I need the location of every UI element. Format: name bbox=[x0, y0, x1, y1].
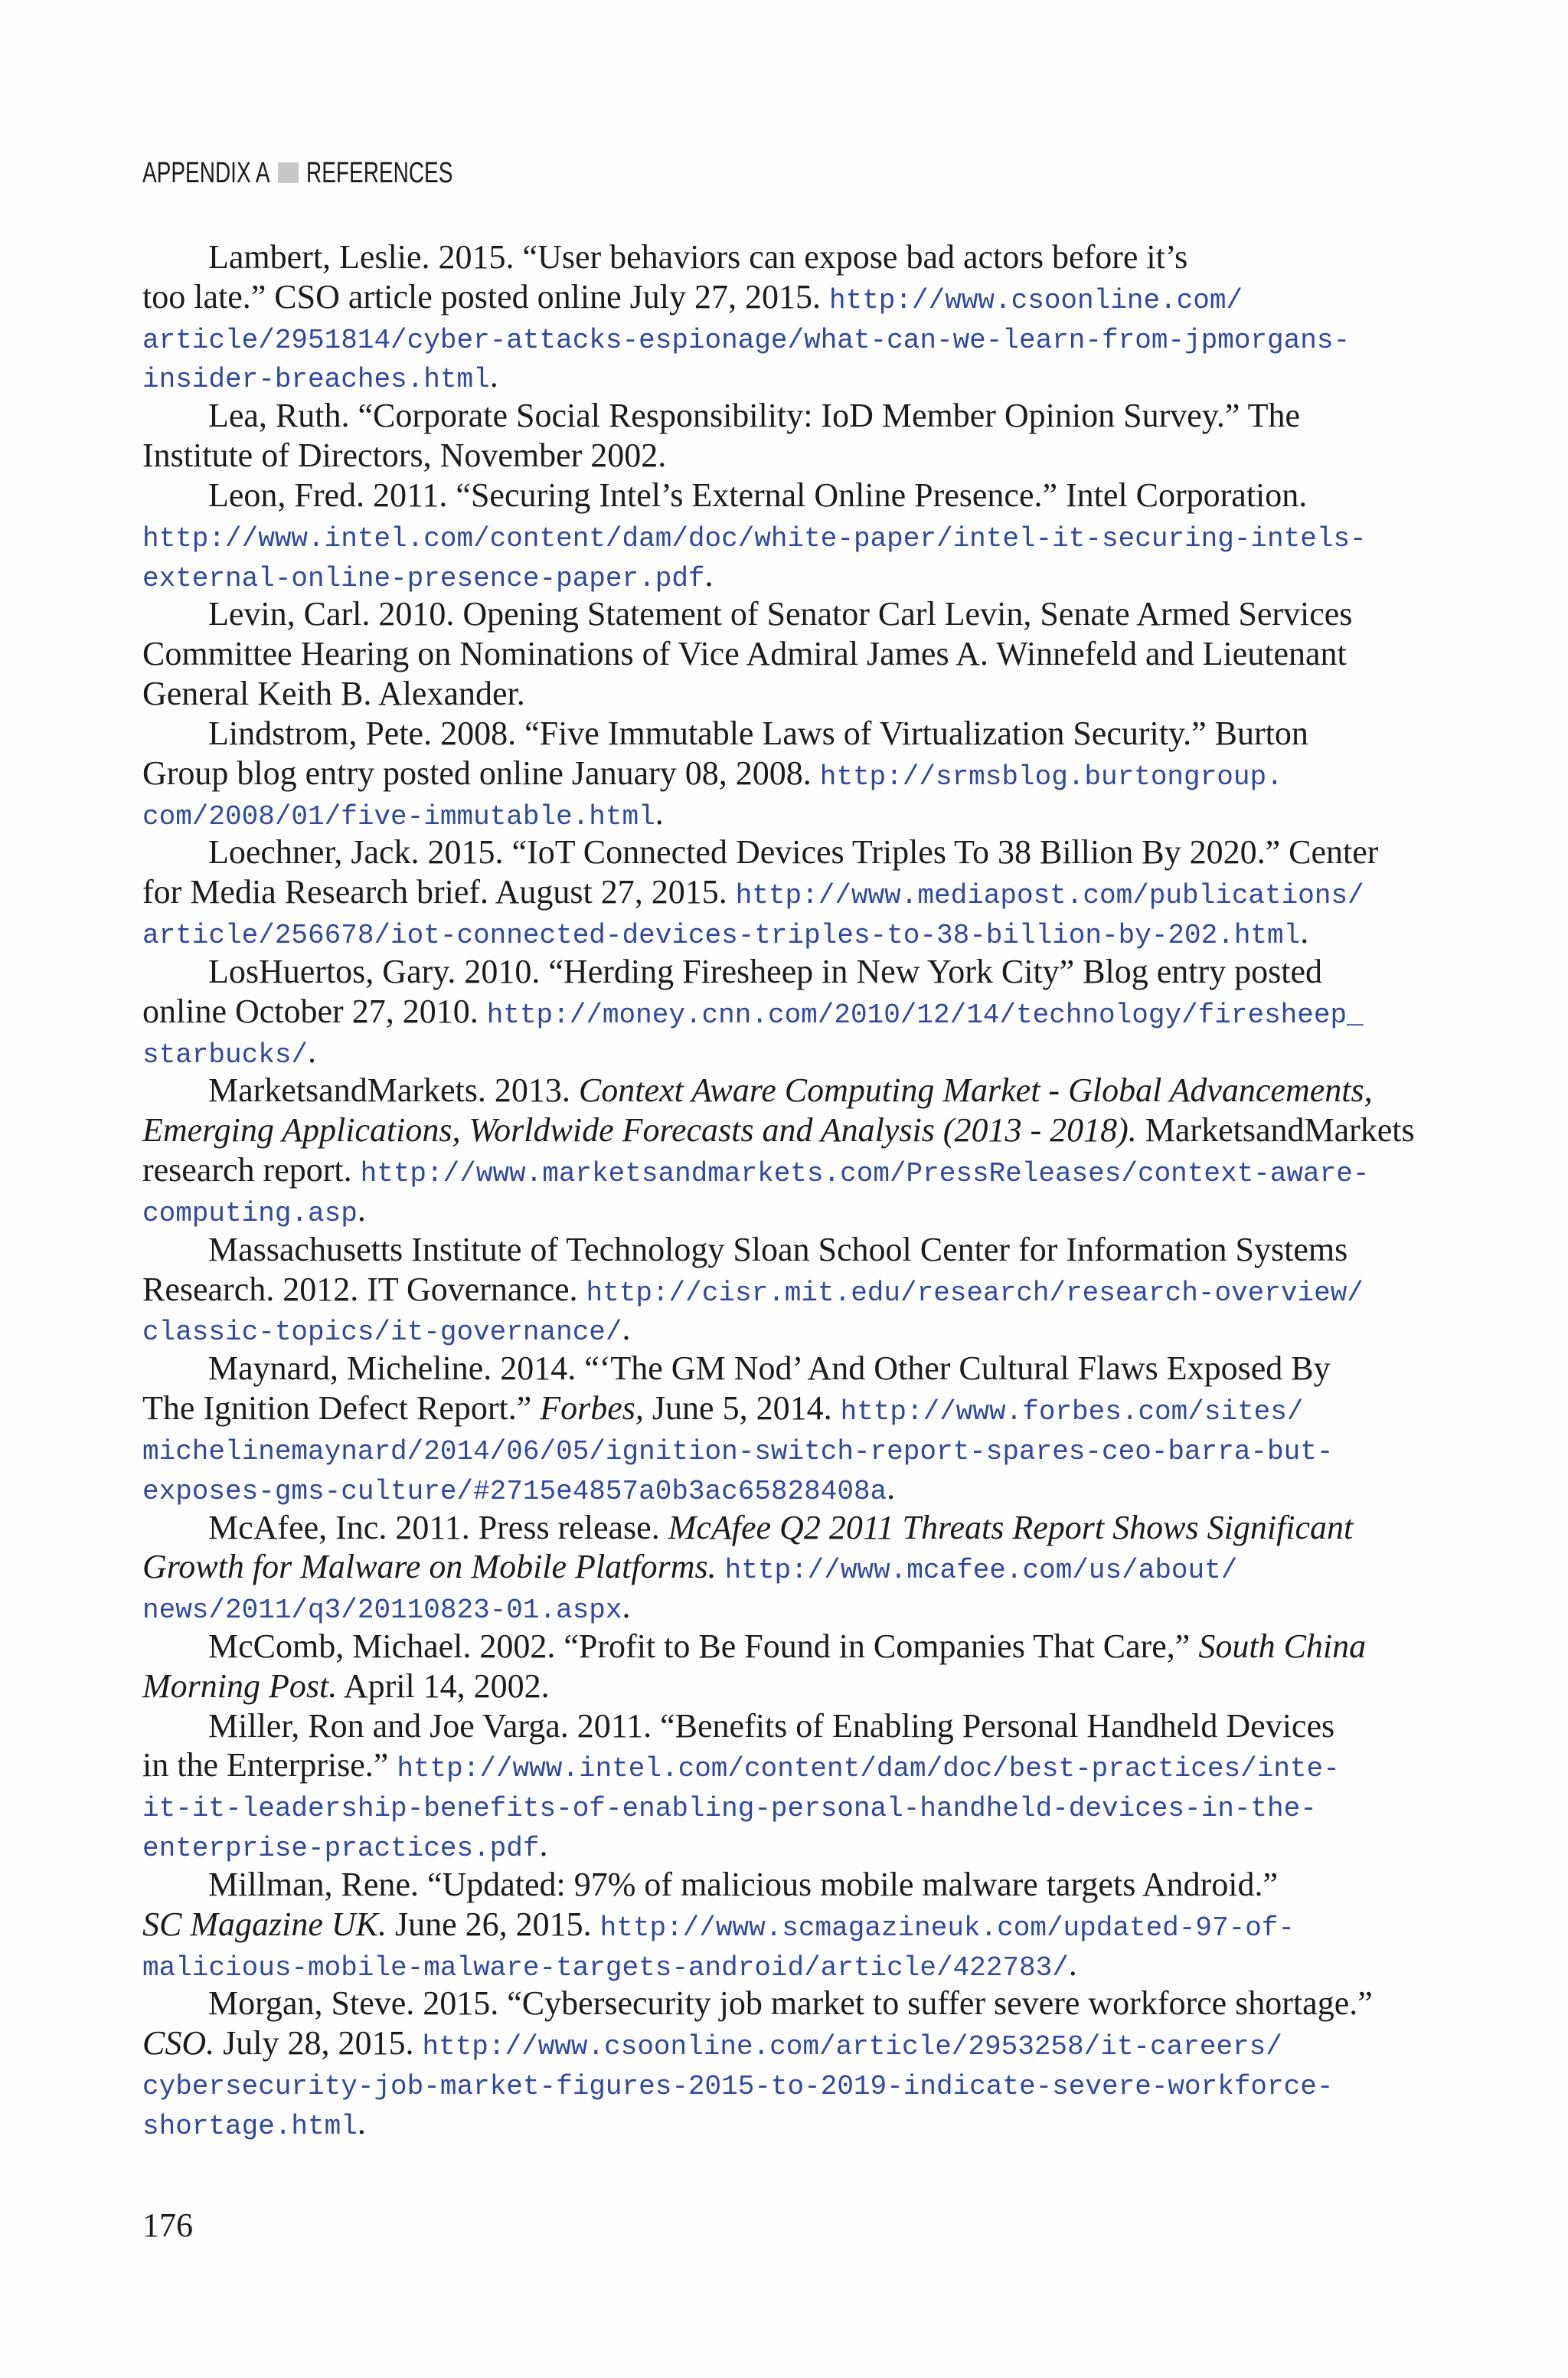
reference-line bbox=[142, 396, 1459, 436]
running-header-separator-square bbox=[278, 162, 299, 183]
reference-url[interactable]: http://www.scmagazineuk.com/updated-97-of- bbox=[599, 1912, 1295, 1944]
reference-line bbox=[142, 1825, 1459, 1865]
reference-line bbox=[142, 1428, 1459, 1468]
reference-text: . bbox=[1068, 1945, 1077, 1983]
reference-text: Massachusetts Institute of Technology Sloan School Center for Information Systems bbox=[208, 1230, 1348, 1268]
reference-line bbox=[142, 1389, 1459, 1428]
reference-text: June 26, 2015. bbox=[387, 1905, 600, 1943]
reference-line bbox=[142, 1309, 1459, 1349]
reference-line bbox=[142, 2103, 1459, 2143]
reference-url[interactable]: enterprise-practices.pdf bbox=[142, 1833, 540, 1865]
reference-line bbox=[142, 1547, 1459, 1587]
reference-text: Lambert, Leslie. 2015. “User behaviors can expose bad actors before it’s bbox=[208, 238, 1188, 276]
reference-url[interactable]: cybersecurity-job-market-figures-2015-to-2019-indicate-severe-workforce- bbox=[142, 2071, 1334, 2103]
reference-italic-title: Context Aware Computing Market - Global Advancements, bbox=[578, 1071, 1373, 1110]
reference-entry bbox=[142, 714, 1459, 832]
reference-line bbox=[142, 1508, 1459, 1548]
reference-url[interactable]: http://www.marketsandmarkets.com/PressReleases/context-aware- bbox=[360, 1158, 1370, 1190]
reference-text: Lea, Ruth. “Corporate Social Responsibility: IoD Member Opinion Survey.” The bbox=[208, 397, 1301, 435]
reference-text: Lindstrom, Pete. 2008. “Five Immutable Laws of Virtualization Security.” Burton bbox=[208, 714, 1308, 752]
reference-text: in the Enterprise.” bbox=[142, 1746, 397, 1784]
reference-line bbox=[142, 1032, 1459, 1071]
reference-text: June 5, 2014. bbox=[643, 1389, 841, 1428]
reference-line bbox=[142, 793, 1459, 833]
reference-url[interactable]: article/256678/iot-connected-devices-triples-to-38-billion-by-202.html bbox=[142, 920, 1301, 952]
reference-text: . bbox=[622, 1588, 631, 1626]
reference-line bbox=[142, 1270, 1459, 1310]
reference-url[interactable]: http://srmsblog.burtongroup. bbox=[819, 761, 1283, 793]
reference-line bbox=[142, 555, 1459, 595]
reference-text: Leon, Fred. 2011. “Securing Intel’s External Online Presence.” Intel Corporation. bbox=[208, 476, 1308, 514]
reference-italic-title: SC Magazine UK. bbox=[142, 1905, 387, 1943]
reference-url[interactable]: http://www.mediapost.com/publications/ bbox=[735, 880, 1364, 912]
reference-italic-title: South China bbox=[1198, 1627, 1367, 1665]
reference-text: research report. bbox=[142, 1151, 361, 1189]
reference-entry bbox=[142, 1627, 1459, 1706]
reference-italic-title: Morning Post. bbox=[142, 1667, 338, 1705]
running-header-title: REFERENCES bbox=[306, 157, 453, 189]
reference-text: April 14, 2002. bbox=[337, 1667, 550, 1705]
reference-line bbox=[142, 515, 1459, 555]
reference-text: MarketsandMarkets bbox=[1136, 1111, 1415, 1150]
reference-url[interactable]: http://www.csoonline.com/ bbox=[828, 284, 1243, 316]
reference-line bbox=[142, 872, 1459, 912]
reference-url[interactable]: http://www.mcafee.com/us/about/ bbox=[724, 1555, 1238, 1587]
reference-text: Millman, Rene. “Updated: 97% of malicious mobile malware targets Android.” bbox=[208, 1865, 1279, 1903]
reference-text: MarketsandMarkets. 2013. bbox=[208, 1071, 579, 1110]
reference-line bbox=[142, 1230, 1459, 1270]
reference-line bbox=[142, 317, 1459, 357]
reference-text: Committee Hearing on Nominations of Vice Admiral James A. Winnefeld and Lieutenant bbox=[142, 635, 1347, 673]
reference-line bbox=[142, 1071, 1459, 1110]
reference-text: for Media Research brief. August 27, 2015. bbox=[142, 873, 736, 911]
reference-url[interactable]: malicious-mobile-malware-targets-android/article/422783/ bbox=[142, 1951, 1069, 1984]
reference-url[interactable]: classic-topics/it-governance/ bbox=[142, 1317, 622, 1349]
reference-url[interactable]: michelinemaynard/2014/06/05/ignition-switch-report-spares-ceo-barra-but- bbox=[142, 1435, 1334, 1467]
reference-url[interactable]: exposes-gms-culture/#2715e4857a0b3ac65828408a bbox=[142, 1475, 887, 1507]
reference-url[interactable]: it-it-leadership-benefits-of-enabling-personal-handheld-devices-in-the- bbox=[142, 1793, 1317, 1825]
reference-text: . bbox=[887, 1468, 896, 1506]
reference-text: online October 27, 2010. bbox=[142, 992, 487, 1030]
reference-entry bbox=[142, 1865, 1459, 1984]
reference-line bbox=[142, 1905, 1459, 1945]
reference-url[interactable]: com/2008/01/five-immutable.html bbox=[142, 800, 655, 832]
reference-text: . bbox=[489, 357, 498, 395]
references-list bbox=[142, 237, 1459, 2143]
reference-line bbox=[142, 832, 1459, 872]
reference-italic-title: Growth for Malware on Mobile Platforms. bbox=[142, 1548, 725, 1586]
reference-line bbox=[142, 674, 1459, 714]
reference-text: Miller, Ron and Joe Varga. 2011. “Benefits of Enabling Personal Handheld Devices bbox=[208, 1706, 1335, 1745]
reference-url[interactable]: article/2951814/cyber-attacks-espionage/what-can-we-learn-from-jpmorgans- bbox=[142, 324, 1351, 356]
reference-text: . bbox=[308, 1032, 317, 1070]
reference-line bbox=[142, 952, 1459, 992]
reference-entry bbox=[142, 1984, 1459, 2142]
reference-text: . bbox=[357, 2103, 366, 2141]
reference-entry bbox=[142, 952, 1459, 1071]
reference-text: McAfee, Inc. 2011. Press release. bbox=[208, 1508, 668, 1546]
reference-line bbox=[142, 1745, 1459, 1785]
reference-line bbox=[142, 1349, 1459, 1389]
reference-url[interactable]: http://www.forbes.com/sites/ bbox=[840, 1396, 1304, 1428]
reference-url[interactable]: http://money.cnn.com/2010/12/14/technology/firesheep_ bbox=[486, 999, 1364, 1031]
reference-line bbox=[142, 912, 1459, 952]
reference-entry bbox=[142, 396, 1459, 476]
reference-text: Loechner, Jack. 2015. “IoT Connected Devices Triples To 38 Billion By 2020.” Center bbox=[208, 833, 1379, 872]
reference-text: Research. 2012. IT Governance. bbox=[142, 1270, 586, 1308]
reference-line bbox=[142, 1945, 1459, 1984]
reference-line bbox=[142, 1190, 1459, 1230]
reference-line bbox=[142, 1468, 1459, 1508]
reference-url[interactable]: shortage.html bbox=[142, 2110, 358, 2142]
reference-entry bbox=[142, 832, 1459, 951]
reference-url[interactable]: computing.asp bbox=[142, 1197, 358, 1229]
reference-text: . bbox=[655, 793, 664, 832]
reference-text: . bbox=[539, 1826, 548, 1864]
reference-line bbox=[142, 277, 1459, 317]
reference-text: Institute of Directors, November 2002. bbox=[142, 437, 667, 475]
reference-line bbox=[142, 2023, 1459, 2063]
reference-line bbox=[142, 1110, 1459, 1150]
reference-url[interactable]: starbucks/ bbox=[142, 1039, 309, 1071]
reference-line bbox=[142, 2063, 1459, 2103]
reference-text: Maynard, Micheline. 2014. “‘The GM Nod’ And Other Cultural Flaws Exposed By bbox=[208, 1349, 1331, 1388]
reference-line bbox=[142, 1706, 1459, 1746]
reference-text: July 28, 2015. bbox=[214, 2024, 423, 2062]
reference-url[interactable]: external-online-presence-paper.pdf bbox=[142, 562, 705, 594]
reference-text: LosHuertos, Gary. 2010. “Herding Firesheep in New York City” Blog entry posted bbox=[208, 952, 1323, 990]
reference-text: The Ignition Defect Report.” bbox=[142, 1389, 541, 1428]
reference-entry bbox=[142, 476, 1459, 594]
reference-entry bbox=[142, 1349, 1459, 1507]
reference-italic-title: Emerging Applications, Worldwide Forecasts and Analysis (2013 - 2018). bbox=[142, 1111, 1137, 1150]
reference-url[interactable]: http://cisr.mit.edu/research/research-overview/ bbox=[586, 1277, 1364, 1309]
reference-line bbox=[142, 1865, 1459, 1905]
reference-entry bbox=[142, 1706, 1459, 1865]
reference-line bbox=[142, 1667, 1459, 1706]
reference-line bbox=[142, 356, 1459, 396]
reference-italic-title: Forbes, bbox=[540, 1389, 644, 1428]
reference-line bbox=[142, 594, 1459, 634]
reference-url[interactable]: http://www.intel.com/content/dam/doc/best-practices/inte- bbox=[397, 1753, 1340, 1785]
reference-text: Morgan, Steve. 2015. “Cybersecurity job market to suffer severe workforce shortage.” bbox=[208, 1984, 1373, 2023]
reference-line bbox=[142, 237, 1459, 277]
reference-line bbox=[142, 1785, 1459, 1825]
reference-entry bbox=[142, 237, 1459, 396]
reference-line bbox=[142, 992, 1459, 1032]
reference-italic-title: McAfee Q2 2011 Threats Report Shows Significant bbox=[668, 1508, 1354, 1546]
reference-url[interactable]: http://www.intel.com/content/dam/doc/white-paper/intel-it-securing-intels- bbox=[142, 522, 1367, 554]
reference-line bbox=[142, 1984, 1459, 2023]
page-number: 176 bbox=[142, 2206, 193, 2244]
reference-text: too late.” CSO article posted online July 27, 2015. bbox=[142, 277, 829, 316]
reference-italic-title: CSO. bbox=[142, 2024, 215, 2062]
reference-text: . bbox=[357, 1190, 366, 1228]
reference-text: McComb, Michael. 2002. “Profit to Be Found in Companies That Care,” bbox=[208, 1627, 1199, 1665]
running-header-section: APPENDIX A bbox=[142, 157, 270, 189]
reference-entry bbox=[142, 1508, 1459, 1627]
reference-text: . bbox=[622, 1310, 631, 1348]
reference-entry bbox=[142, 1230, 1459, 1349]
reference-url[interactable]: insider-breaches.html bbox=[142, 364, 490, 396]
reference-line bbox=[142, 436, 1459, 476]
reference-line bbox=[142, 754, 1459, 793]
reference-line bbox=[142, 1587, 1459, 1627]
reference-line bbox=[142, 476, 1459, 515]
reference-entry bbox=[142, 594, 1459, 713]
reference-entry bbox=[142, 1071, 1459, 1229]
reference-text: . bbox=[704, 555, 714, 594]
reference-text: . bbox=[1300, 913, 1309, 951]
reference-line bbox=[142, 714, 1459, 754]
reference-url[interactable]: http://www.csoonline.com/article/2953258/it-careers/ bbox=[422, 2031, 1282, 2063]
reference-line bbox=[142, 634, 1459, 674]
reference-line bbox=[142, 1150, 1459, 1190]
reference-text: General Keith B. Alexander. bbox=[142, 675, 525, 713]
reference-url[interactable]: news/2011/q3/20110823-01.aspx bbox=[142, 1595, 622, 1627]
reference-line bbox=[142, 1627, 1459, 1667]
reference-text: Levin, Carl. 2010. Opening Statement of Senator Carl Levin, Senate Armed Services bbox=[208, 595, 1353, 633]
reference-text: Group blog entry posted online January 08, 2008. bbox=[142, 754, 820, 792]
